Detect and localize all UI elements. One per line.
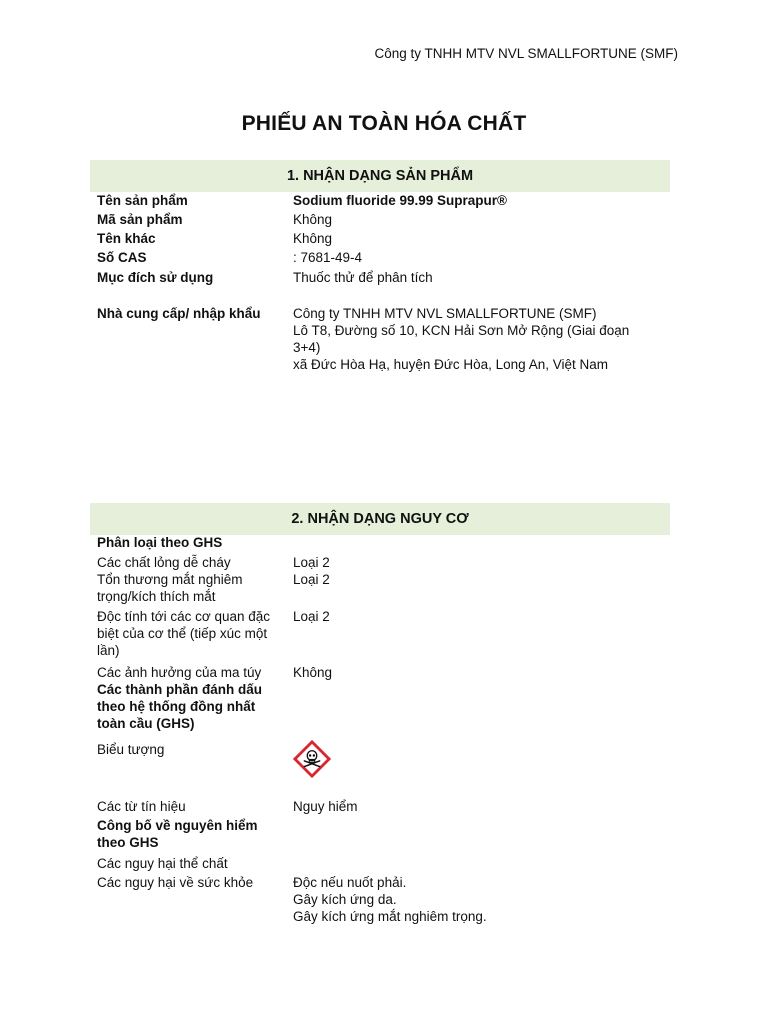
supplier-line-2: Lô T8, Đường số 10, KCN Hải Sơn Mở Rộng (Giai đoạn <box>293 323 630 338</box>
supplier-line-1: Công ty TNHH MTV NVL SMALLFORTUNE (SMF) <box>293 306 597 321</box>
physical-hazards-label: Các nguy hại thể chất <box>97 856 228 871</box>
organ-toxicity-label-line-2: biệt của cơ thể (tiếp xúc một <box>97 626 268 641</box>
eye-damage-label <box>97 571 282 605</box>
other-name-label: Tên khác <box>97 231 156 246</box>
section-1-heading-text: 1. NHẬN DẠNG SẢN PHẨM <box>286 168 474 184</box>
ghs-elements-line-3: toàn cầu (GHS) <box>97 716 195 731</box>
supplier-line-4: xã Đức Hòa Hạ, huyện Đức Hòa, Long An, Việt Nam <box>293 357 608 372</box>
supplier-address <box>293 305 668 373</box>
other-name-value: Không <box>293 231 333 246</box>
eye-damage-label-line-2: trọng/kích thích mắt <box>97 589 216 604</box>
document-title: PHIẾU AN TOÀN HÓA CHẤT <box>241 112 527 135</box>
health-hazard-2: Gây kích ứng da. <box>293 892 397 907</box>
hazard-declaration-line-2: theo GHS <box>97 835 159 850</box>
flammable-label: Các chất lỏng dễ cháy <box>97 555 231 570</box>
supplier-line-3: 3+4) <box>293 340 321 355</box>
ghs-class-label: Phân loại theo GHS <box>97 535 223 550</box>
supplier-label: Nhà cung cấp/ nhập khẩu <box>97 306 261 321</box>
health-hazards-label: Các nguy hại về sức khỏe <box>97 875 254 890</box>
health-hazards-value <box>293 874 668 925</box>
organ-toxicity-label-line-3: lần) <box>97 643 120 658</box>
symbol-label: Biểu tượng <box>97 742 165 757</box>
eye-damage-value: Loại 2 <box>293 572 330 587</box>
ghs-elements-line-2: theo hệ thống đồng nhất <box>97 699 256 714</box>
product-code-value: Không <box>293 212 333 227</box>
purpose-label: Mục đích sử dụng <box>97 270 214 285</box>
organ-toxicity-value: Loại 2 <box>293 609 330 624</box>
signal-word-label: Các từ tín hiệu <box>97 799 186 814</box>
flammable-value: Loại 2 <box>293 555 330 570</box>
signal-word-value: Nguy hiểm <box>293 799 358 814</box>
section-2-heading-text: 2. NHẬN DẠNG NGUY CƠ <box>291 511 469 527</box>
ghs-elements-label <box>97 681 282 732</box>
skull-crossbones-icon <box>293 740 331 778</box>
hazard-declaration-label <box>97 817 282 851</box>
section-1-heading <box>90 160 670 192</box>
drug-effects-value: Không <box>293 665 333 680</box>
organ-toxicity-label <box>97 608 282 659</box>
hazard-declaration-line-1: Công bố về nguyên hiểm <box>97 818 258 833</box>
health-hazard-3: Gây kích ứng mắt nghiêm trọng. <box>293 909 487 924</box>
section-2-heading <box>90 503 670 535</box>
purpose-value: Thuốc thử để phân tích <box>293 270 433 285</box>
product-code-label: Mã sản phẩm <box>97 212 183 227</box>
eye-damage-label-line-1: Tổn thương mắt nghiêm <box>97 572 243 587</box>
product-name-value: Sodium fluoride 99.99 Suprapur® <box>293 193 507 208</box>
organ-toxicity-label-line-1: Độc tính tới các cơ quan đặc <box>97 609 271 624</box>
product-name-label: Tên sản phẩm <box>97 193 188 208</box>
cas-value: : 7681-49-4 <box>293 250 363 265</box>
health-hazard-1: Độc nếu nuốt phải. <box>293 875 407 890</box>
cas-label: Số CAS <box>97 250 147 265</box>
ghs-elements-line-1: Các thành phần đánh dấu <box>97 682 263 697</box>
drug-effects-label: Các ảnh hưởng của ma túy <box>97 665 262 680</box>
header-company: Công ty TNHH MTV NVL SMALLFORTUNE (SMF) <box>374 46 678 61</box>
